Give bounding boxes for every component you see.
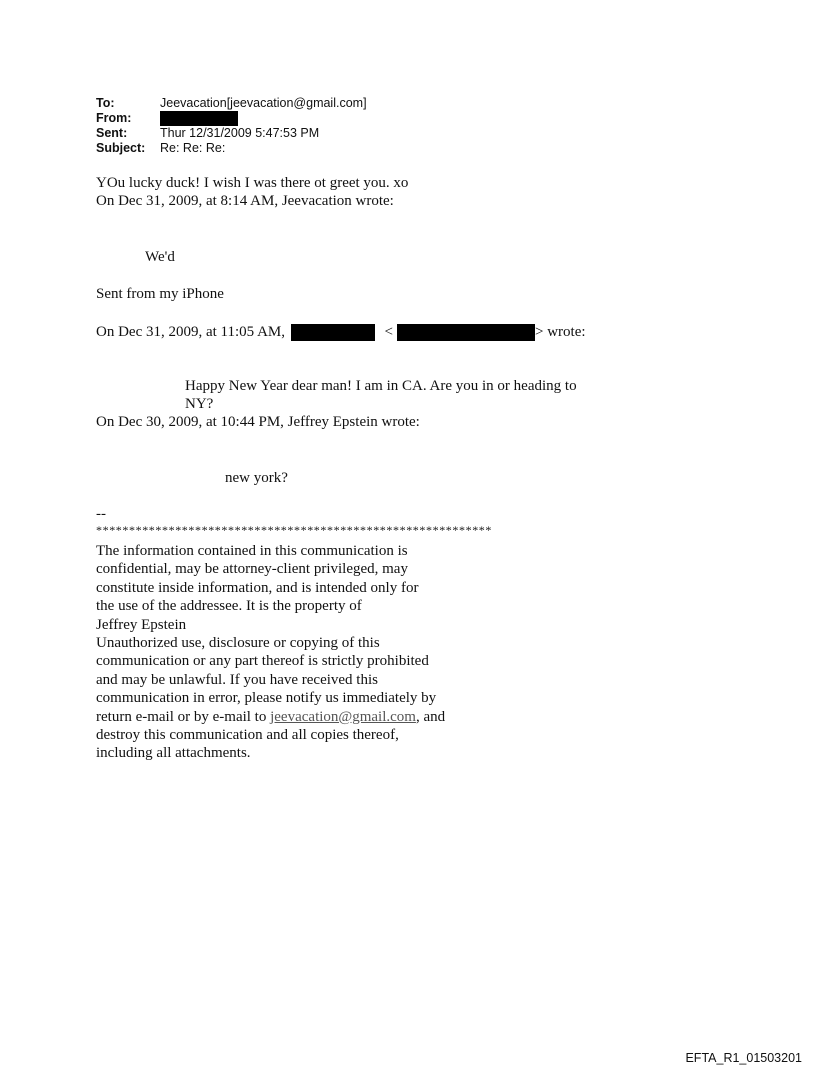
attribution-2-lt: <	[384, 324, 393, 340]
sender-name-redaction	[291, 324, 375, 341]
quote-3: new york?	[225, 470, 288, 486]
document-id: EFTA_R1_01503201	[685, 1051, 802, 1065]
to-row	[96, 96, 367, 111]
disclaimer-line: constitute inside information, and is intended only for	[96, 579, 419, 596]
disclaimer-line: The information contained in this communication is	[96, 543, 408, 559]
signature-dashes: --	[96, 506, 106, 522]
email-link[interactable]: jeevacation@gmail.com	[270, 708, 416, 725]
disclaimer-including: including all attachments.	[96, 745, 251, 762]
subject-row	[96, 141, 367, 156]
from-row	[96, 111, 367, 126]
sender-email-redaction	[397, 324, 535, 341]
sent-label: Sent:	[96, 126, 128, 140]
subject-label: Subject:	[96, 141, 146, 155]
body-line-1: YOu lucky duck! I wish I was there ot greet you. xo	[96, 175, 409, 191]
attribution-3: On Dec 30, 2009, at 10:44 PM, Jeffrey Epstein wrote:	[96, 414, 420, 430]
sent-from-line: Sent from my iPhone	[96, 286, 224, 302]
return-prefix: return e-mail or by e-mail to	[96, 708, 267, 725]
sent-row	[96, 126, 367, 141]
attribution-2	[96, 323, 586, 342]
disclaimer-destroy: destroy this communication and all copies thereof,	[96, 726, 399, 743]
from-redaction	[160, 111, 238, 126]
from-label: From:	[96, 111, 132, 125]
disclaimer-line: Unauthorized use, disclosure or copying of this	[96, 634, 380, 651]
email-header	[96, 96, 367, 156]
quote-1: We'd	[145, 249, 175, 265]
return-suffix: , and	[415, 708, 446, 725]
disclaimer-line: Jeffrey Epstein	[96, 616, 187, 633]
disclaimer-line: and may be unlawful. If you have received this	[96, 671, 378, 688]
sent-value: Thur 12/31/2009 5:47:53 PM	[160, 126, 320, 140]
body-line-2: On Dec 31, 2009, at 8:14 AM, Jeevacation wrote:	[96, 193, 394, 209]
disclaimer-line: communication or any part thereof is strictly prohibited	[96, 653, 429, 670]
signature-stars: ************************************************************	[96, 523, 492, 537]
subject-value: Re: Re: Re:	[160, 141, 226, 155]
disclaimer-return-line	[96, 708, 496, 726]
to-value: Jeevacation[jeevacation@gmail.com]	[160, 96, 367, 110]
disclaimer-line: the use of the addressee. It is the property of	[96, 598, 362, 615]
quote-2-line-1: Happy New Year dear man! I am in CA. Are you in or heading to	[185, 378, 577, 394]
attribution-2-prefix: On Dec 31, 2009, at 11:05 AM,	[96, 324, 286, 340]
disclaimer-line: communication in error, please notify us immediately by	[96, 690, 437, 707]
disclaimer	[96, 542, 496, 763]
attribution-2-suffix: > wrote:	[534, 324, 586, 340]
to-label: To:	[96, 96, 115, 110]
quote-2-line-2: NY?	[185, 396, 214, 412]
disclaimer-line: confidential, may be attorney-client privileged, may	[96, 561, 408, 578]
